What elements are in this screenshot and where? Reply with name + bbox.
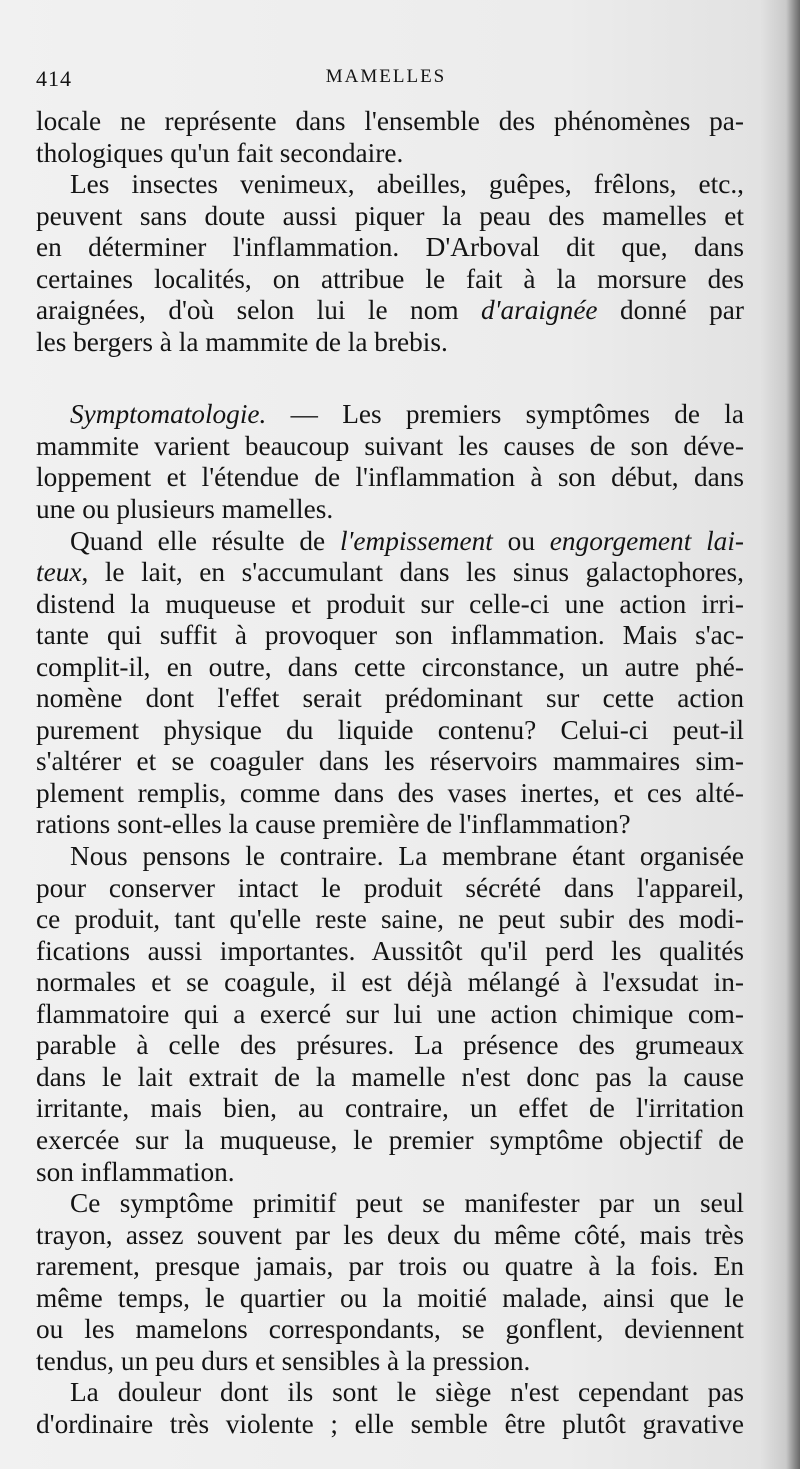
page-header [36,66,736,102]
text-line: rarement, presque jamais, par trois ou quatre à la fois. En [36,1251,744,1282]
text-line: irritante, mais bien, au contraire, un effet de l'irritation [36,1093,744,1124]
italic-term: d'araignée [481,295,598,326]
text-line: pour conserver intact le produit sécrété dans l'appareil, [36,872,744,903]
text-line: d'ordinaire très violente ; elle semble être plutôt gravative [36,1408,744,1439]
text-line: en déterminer l'inflammation. D'Arboval dit que, dans [36,232,744,263]
text-line: s'altérer et se coaguler dans les réservoirs mammaires sim- [36,746,744,777]
italic-term: teux [36,557,82,588]
paragraph [36,526,744,841]
text-line: tendus, un peu durs et sensibles à la pression. [36,1345,531,1376]
text-line: plement remplis, comme dans des vases inertes, et ces alté- [36,777,744,808]
text-line: ou les mamelons correspondants, se gonflent, deviennent [36,1314,744,1345]
running-title: MAMELLES [325,66,447,87]
text-line: son inflammation. [36,1156,235,1187]
page-number: 414 [36,66,72,91]
text-line: exercée sur la muqueuse, le premier symptôme objectif de [36,1124,744,1155]
text-line: flammatoire qui a exercé sur lui une action chimique com- [36,998,744,1029]
text-line: loppement et l'étendue de l'inflammation à son début, dans [36,462,744,493]
page-edge-shadow [786,0,800,1469]
text-line: Les insectes venimeux, abeilles, guêpes, frêlons, etc., [70,169,744,200]
text-line [36,399,744,431]
paragraph [36,1188,744,1377]
text-line: La douleur dont ils sont le siège n'est cependant pas [70,1377,744,1408]
text-line: même temps, le quartier ou la moitié malade, ainsi que le [36,1282,744,1313]
paragraph [36,169,744,358]
text-line [36,526,744,558]
section-gap [36,358,744,399]
text-line: ce produit, tant qu'elle reste saine, ne peut subir des modi- [36,904,744,935]
paragraph [36,841,744,1188]
text-run: Quand elle résulte de [70,525,340,556]
text-line: nomène dont l'effet serait prédominant sur cette action [36,683,744,714]
text-line: parable à celle des présures. La présence des grumeaux [36,1030,744,1061]
paragraph [36,106,744,169]
text-run: donné par [597,295,744,326]
italic-term: l'empissement [339,525,493,556]
text-run: ou [492,525,550,556]
text-line [36,295,744,327]
text-line: purement physique du liquide contenu? Celui-ci peut-il [36,714,744,745]
text-line: les bergers à la mammite de la brebis. [36,326,448,357]
text-line: une ou plusieurs mamelles. [36,494,334,525]
text-run: araignées, d'où selon lui le nom [36,295,482,326]
text-line: tante qui suffit à provoquer son inflammation. Mais s'ac- [36,620,744,651]
paragraph [36,1377,744,1440]
text-line: normales et se coagule, il est déjà mélangé à l'exsudat in- [36,967,744,998]
text-line: Nous pensons le contraire. La membrane étant organisée [70,841,744,872]
text-line: Ce symptôme primitif peut se manifester par un seul [70,1188,744,1219]
text-line: distend la muqueuse et produit sur celle-ci une action irri- [36,588,744,619]
paragraph [36,399,744,525]
body-text [36,106,744,1440]
text-run: , le lait, en s'accumulant dans les sinus galactophores, [81,557,744,588]
text-line: peuvent sans doute aussi piquer la peau des mamelles et [36,200,744,231]
text-line: fications aussi importantes. Aussitôt qu'il perd les qualités [36,935,744,966]
text-line: complit-il, en outre, dans cette circonstance, un autre phé- [36,651,744,682]
text-line: locale ne représente dans l'ensemble des phénomènes pa- [36,106,744,136]
text-line [36,557,744,589]
text-line: dans le lait extrait de la mamelle n'est donc pas la cause [36,1061,744,1092]
italic-term: engorgement lai- [549,525,744,556]
section-heading: Symptomatologie. [70,399,267,430]
text-line: thologiques qu'un fait secondaire. [36,137,404,168]
text-run: — Les premiers symptômes de la [266,399,744,430]
text-line: trayon, assez souvent par les deux du même côté, mais très [36,1219,744,1250]
text-line: certaines localités, on attribue le fait à la morsure des [36,263,744,294]
text-line: rations sont-elles la cause première de l'inflammation? [36,809,631,840]
text-line: mammite varient beaucoup suivant les causes de son déve- [36,430,744,461]
